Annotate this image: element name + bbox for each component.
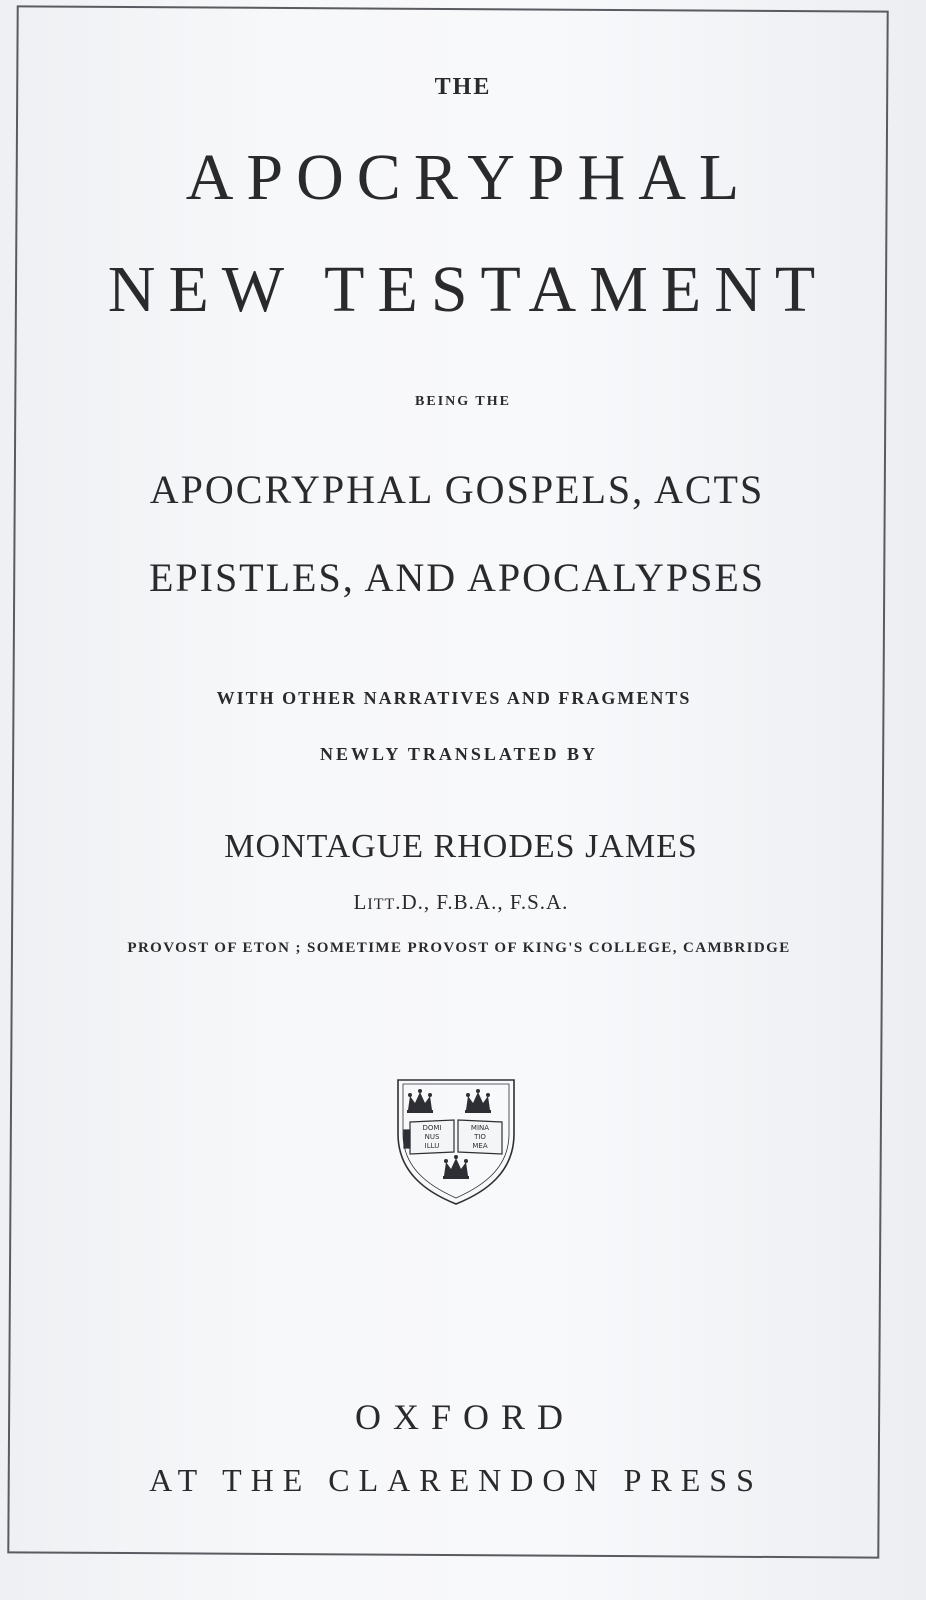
title-line-2: NEW TESTAMENT	[107, 253, 829, 326]
degrees-prefix: L	[353, 890, 368, 914]
degrees-smallcaps: ITT	[367, 896, 396, 913]
translated-by-text: NEWLY TRANSLATED BY	[319, 744, 599, 764]
crest-book-right-2: TIO	[474, 1133, 486, 1141]
oxford-university-arms-icon	[394, 1076, 518, 1206]
subtitle-line-1: APOCRYPHAL GOSPELS, ACTS	[149, 467, 765, 512]
crest-book-right-1: MINA	[470, 1124, 490, 1132]
author-positions: PROVOST OF ETON ; SOMETIME PROVOST OF KING'S COLLEGE, CAMBRIDGE	[127, 940, 791, 956]
crest-book-right-3: MEA	[472, 1142, 488, 1150]
being-the-text: BEING THE	[415, 394, 511, 409]
degrees-rest: .D., F.B.A., F.S.A.	[395, 890, 569, 914]
author-name: MONTAGUE RHODES JAMES	[224, 828, 698, 865]
crest-book-left-1: DOMI	[422, 1124, 442, 1132]
crest-book-left-3: ILLU	[424, 1142, 440, 1150]
subtitle-line-2: EPISTLES, AND APOCALYPSES	[148, 555, 766, 600]
title-article: THE	[434, 74, 492, 100]
crest-book-left-2: NUS	[424, 1133, 440, 1141]
with-other-text: WITH OTHER NARRATIVES AND FRAGMENTS	[216, 688, 692, 708]
page-border	[7, 5, 888, 1558]
publisher-city: OXFORD	[354, 1397, 576, 1437]
title-line-1: APOCRYPHAL	[185, 141, 753, 214]
publisher-name: AT THE CLARENDON PRESS	[149, 1462, 763, 1498]
author-degrees	[0, 890, 924, 915]
